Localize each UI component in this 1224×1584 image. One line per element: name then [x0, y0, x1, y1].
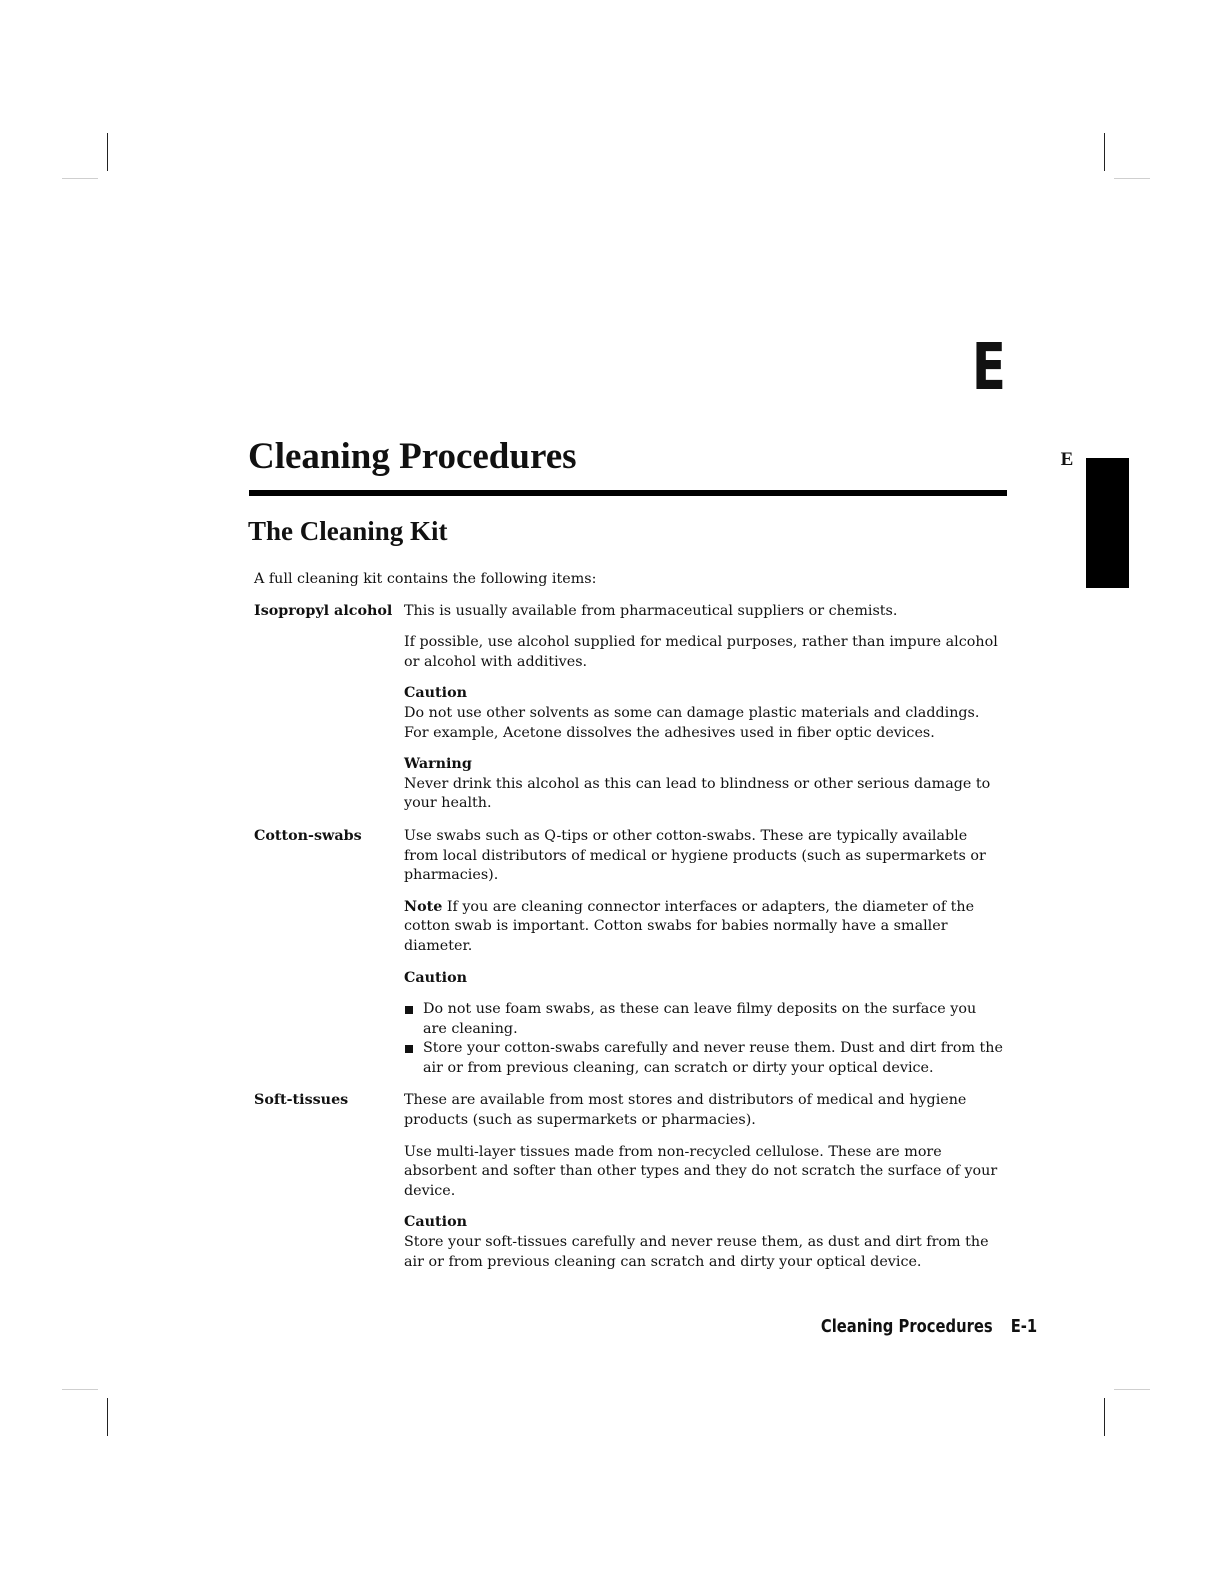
content	[254, 570, 1014, 1285]
item-paragraph: These are available from most stores and distributors of medical and hygiene products (such as supermarkets or pharmacies).	[404, 1092, 967, 1129]
section-title: The Cleaning Kit	[248, 516, 448, 546]
caution-text: Store your soft-tissues carefully and never reuse them, as dust and dirt from the air or from previous cleaning can scratch and dirty your optical device.	[404, 1234, 989, 1270]
note-text: If you are cleaning connector interfaces or adapters, the diameter of the cotton swab is important. Cotton swabs for babies normally have a smaller diameter.	[404, 898, 975, 954]
caution-label: Caution	[404, 685, 468, 702]
thumb-tab-letter: E	[1060, 449, 1074, 470]
item-term: Cotton-swabs	[254, 827, 362, 844]
footer-title: Cleaning Procedures	[820, 1316, 993, 1337]
page-number: E-1	[1010, 1316, 1038, 1337]
title-rule	[249, 490, 1007, 496]
caution-label: Caution	[404, 969, 468, 986]
crop-mark	[1114, 178, 1150, 179]
item-paragraph: This is usually available from pharmaceutical suppliers or chemists.	[404, 602, 898, 619]
caution-list	[404, 1000, 1004, 1078]
item-soft-tissues	[254, 1091, 1014, 1272]
intro-text: A full cleaning kit contains the following items:	[254, 571, 597, 587]
list-item-text: Store your cotton-swabs carefully and never reuse them. Dust and dirt from the air or from previous cleaning, can scratch or dirty your optical device.	[423, 1040, 1003, 1076]
caution-block	[404, 684, 1004, 743]
crop-mark	[1114, 1389, 1150, 1390]
item-description	[404, 1091, 1004, 1272]
note-label: Note	[404, 898, 443, 915]
crop-mark	[62, 1389, 98, 1390]
warning-label: Warning	[404, 756, 472, 773]
square-bullet-icon	[405, 1006, 413, 1014]
item-description	[404, 602, 1004, 814]
item-paragraph: Use swabs such as Q-tips or other cotton-swabs. These are typically available from local distributors of medical or hygiene products (such as supermarkets or pharmacies).	[404, 827, 986, 884]
warning-block	[404, 755, 1004, 814]
item-description	[404, 827, 1004, 1079]
list-item	[404, 1039, 1004, 1078]
caution-block	[404, 1213, 1004, 1272]
caution-text: Do not use other solvents as some can damage plastic materials and claddings. For example, Acetone dissolves the adhesives used in fiber optic devices.	[404, 704, 980, 741]
list-item	[404, 1000, 1004, 1039]
square-bullet-icon	[405, 1045, 413, 1053]
item-cotton-swabs	[254, 827, 1014, 1079]
crop-mark	[1104, 133, 1105, 171]
item-term: Soft-tissues	[254, 1092, 349, 1109]
page-footer	[820, 1312, 1038, 1342]
list-item-text: Do not use foam swabs, as these can leave filmy deposits on the surface you are cleaning.	[423, 1001, 977, 1037]
chapter-title: Cleaning Procedures	[248, 436, 577, 477]
crop-mark	[107, 1398, 108, 1436]
item-isopropyl-alcohol	[254, 602, 1014, 814]
crop-mark	[107, 133, 108, 171]
crop-mark	[1104, 1398, 1105, 1436]
warning-text: Never drink this alcohol as this can lead to blindness or other serious damage to your health.	[404, 775, 991, 812]
crop-mark	[62, 178, 98, 179]
chapter-letter: E	[971, 331, 1006, 405]
item-paragraph: Use multi-layer tissues made from non-recycled cellulose. These are more absorbent and softer than other types and they do not scratch the surface of your device.	[404, 1143, 998, 1199]
note-block	[404, 898, 1004, 957]
thumb-tab	[1086, 458, 1129, 588]
item-paragraph: If possible, use alcohol supplied for medical purposes, rather than impure alcohol or alcohol with additives.	[404, 634, 998, 670]
caution-label: Caution	[404, 1214, 468, 1231]
item-term: Isopropyl alcohol	[254, 602, 393, 619]
